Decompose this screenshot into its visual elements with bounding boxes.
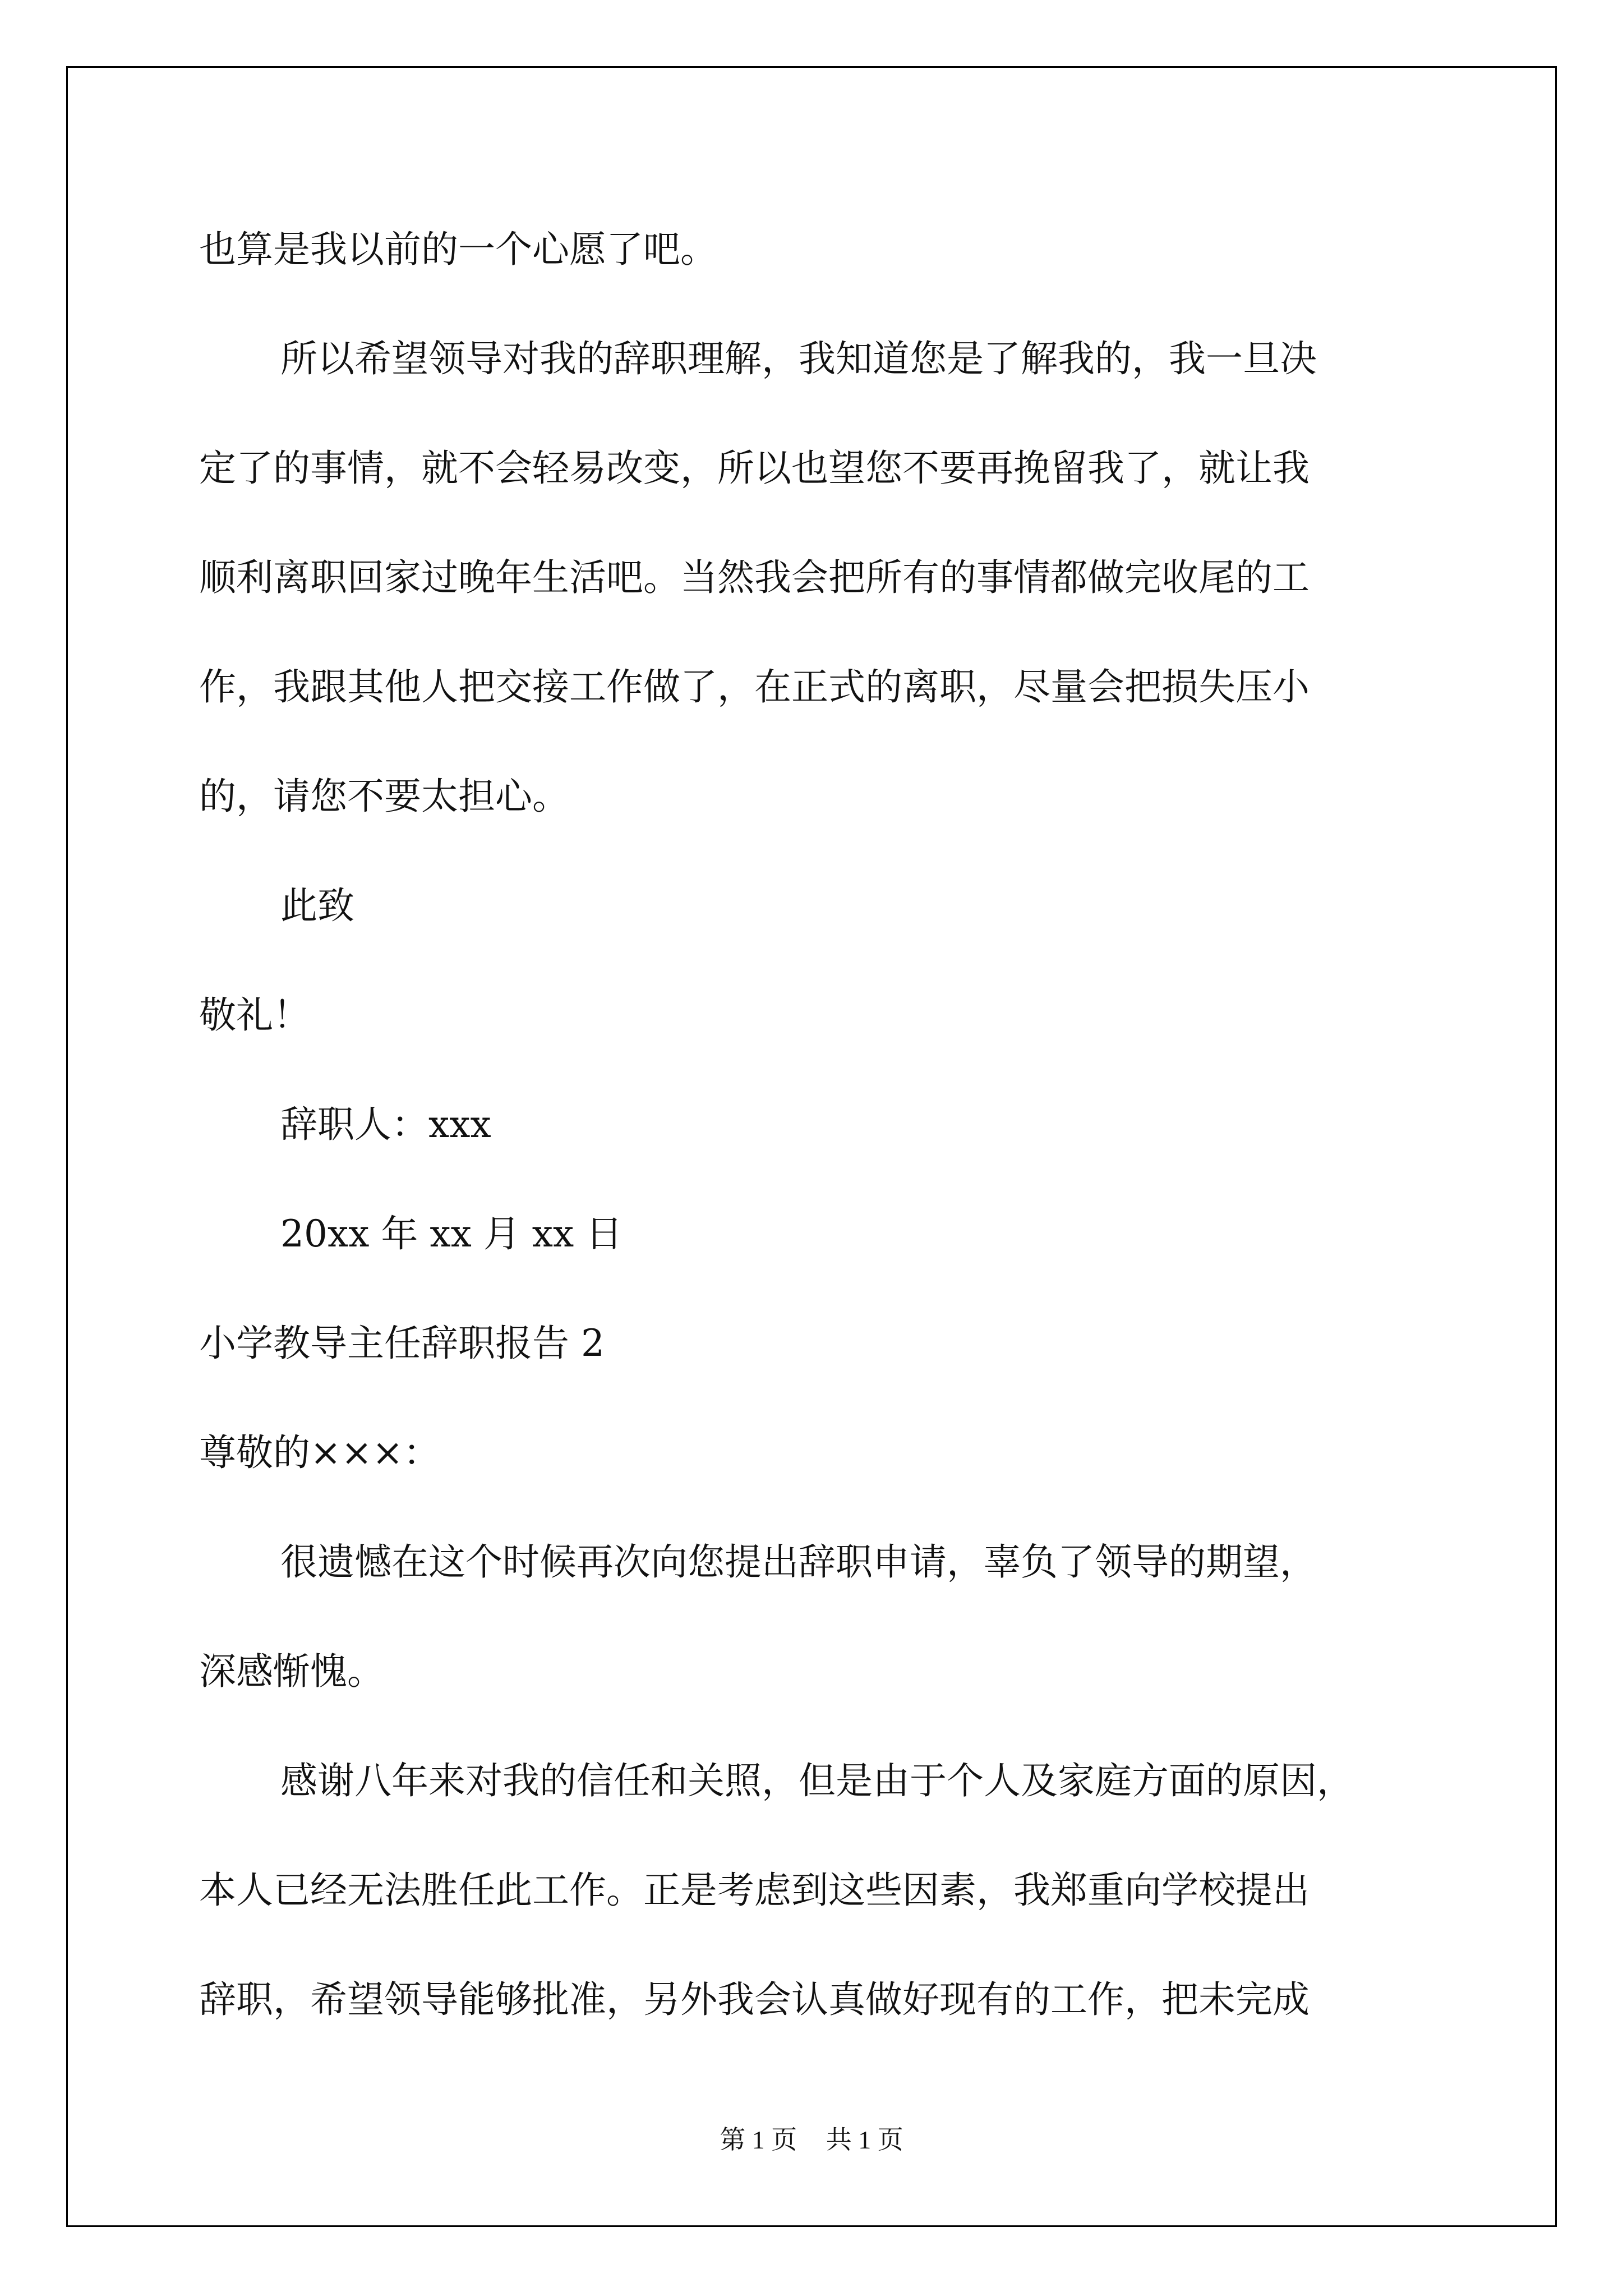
salutation: 尊敬的×××： [199,1431,440,1474]
body-line-2: 所以希望领导对我的辞职理解，我知道您是了解我的，我一旦决 [280,337,1317,380]
closing-salute: 敬礼！ [199,993,310,1037]
body-line-9: 感谢八年来对我的信任和关照，但是由于个人及家庭方面的原因， [280,1759,1354,1802]
body-line-4: 顺利离职回家过晚年生活吧。当然我会把所有的事情都做完收尾的工 [199,556,1310,599]
page-footer [0,2123,1623,2157]
body-line-11: 辞职，希望领导能够批准，另外我会认真做好现有的工作，把未完成 [199,1978,1310,2021]
page-number-current: 第 1 页 [720,2125,797,2154]
body-line-7: 很遗憾在这个时候再次向您提出辞职申请，辜负了领导的期望， [280,1540,1317,1584]
body-line-1: 也算是我以前的一个心愿了吧。 [199,228,717,271]
signature-line: 辞职人：xxx [280,1103,491,1146]
body-line-10: 本人已经无法胜任此工作。正是考虑到这些因素，我郑重向学校提出 [199,1869,1310,1912]
body-line-3: 定了的事情，就不会轻易改变，所以也望您不要再挽留我了，就让我 [199,447,1310,490]
body-line-8: 深感惭愧。 [199,1650,384,1693]
date-line: 20xx 年 xx 月 xx 日 [280,1212,623,1255]
closing-greeting: 此致 [280,884,354,927]
body-line-5: 作，我跟其他人把交接工作做了，在正式的离职，尽量会把损失压小 [199,665,1310,708]
body-line-6: 的，请您不要太担心。 [199,775,569,818]
page-number-total: 共 1 页 [826,2125,903,2154]
section-title: 小学教导主任辞职报告 2 [199,1322,605,1365]
